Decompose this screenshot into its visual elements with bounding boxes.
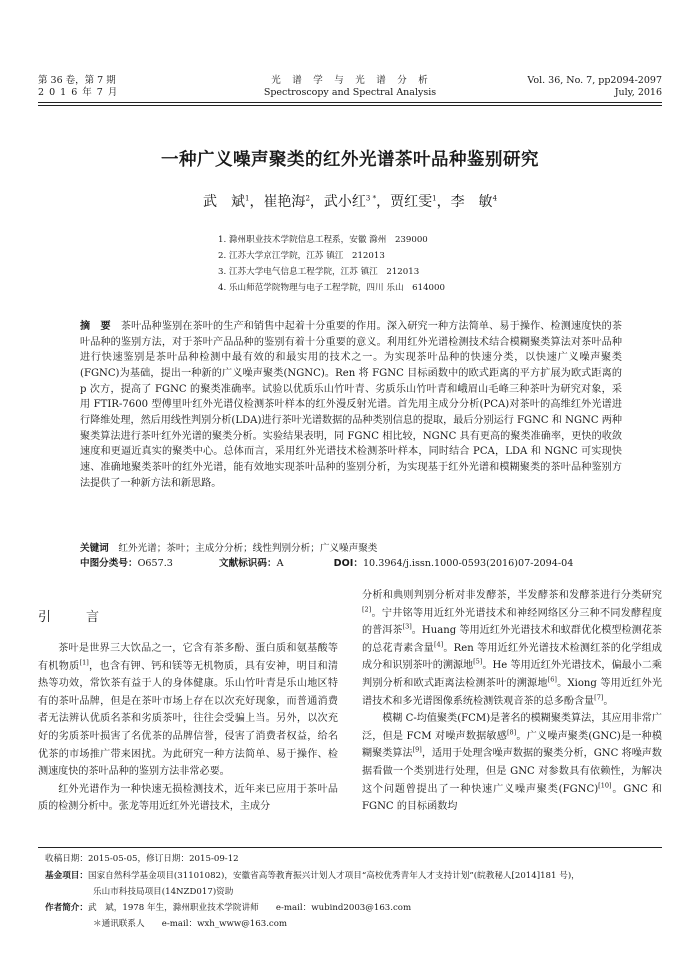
classification-label: 中图分类号： — [80, 558, 138, 569]
date-info-cn: 2 0 1 6 年 7 月 — [38, 87, 119, 98]
affiliation: 1. 滁州职业技术学院信息工程系，安徽 滁州 239000 — [218, 235, 428, 245]
abstract-text: 茶叶品种鉴别在茶叶的生产和销售中起着十分重要的作用。深入研究一种方法简单、易于操作、检测速度快的茶叶品种的鉴别方法，对于茶叶产品品种的鉴别有着十分重要的意义。利用红外光谱检测技术结合模糊聚类算法对茶叶品种进行快速鉴别是茶叶品种检测中最有效的和最实用的技术之一。为实现茶叶品种的快速分类，以快速广义噪声聚类(FGNC)为基础，提出一种新的广义噪声聚类(NGNC)。Ren 将 FGNC 目标函数中的欧式距离的平方扩展为欧式距离的 p 次方，提高了 FGNC 的聚类准确率。试验以优质乐山竹叶青、劣质乐山竹叶青和峨眉山毛峰三种茶叶为研究对象，采用 FTIR-7600 型傅里叶红外光谱仪检测茶叶样本的红外漫反射光谱。首先用主成分分析(PCA)对茶叶的高维红外光谱进行降维处理，然后用线性判别分析(LDA)进行茶叶光谱数据的品种类别信息的提取，最后分别运行 FGNC 和 NGNC 两种聚类算法进行茶叶红外光谱的聚类分析。实验结果表明，同 FGNC 相比较，NGNC 具有更高的聚类准确率，更快的收敛速度和更逼近真实的聚类中心。总体而言，采用红外光谱技术检测茶叶样本，同时结合 PCA，LDA 和 NGNC 可实现快速、准确地聚类茶叶的红外光谱，能有效地实现茶叶品种的鉴别分析，为实现基于红外光谱和模糊聚类的茶叶品种鉴别方法提供了一种新方法和新思路。 — [80, 321, 623, 489]
author-affiliation-mark: 3 * — [365, 194, 377, 203]
citation: [5] — [473, 658, 483, 667]
citation: [4] — [433, 640, 444, 649]
citation: [1] — [79, 658, 89, 667]
left-column — [38, 640, 338, 816]
author-name: 李 敏 — [450, 194, 493, 210]
citation: [2] — [362, 605, 372, 614]
citation: [9] — [412, 745, 422, 754]
volume-info-en: Vol. 36, No. 7, pp2094-2097 — [527, 75, 662, 86]
volume-info-cn: 第 36 卷，第 7 期 — [38, 75, 116, 86]
citation: [6] — [547, 675, 557, 684]
citation: [8] — [506, 728, 517, 737]
corresponding-author: ＊通讯联系人 e-mail：wxh_www@163.com — [93, 919, 288, 929]
paper-title: 一种广义噪声聚类的红外光谱茶叶品种鉴别研究 — [161, 150, 539, 170]
doi-value: 10.3964/j.issn.1000-0593(2016)07-2094-04 — [362, 558, 574, 569]
affiliations — [218, 232, 445, 296]
header-rule-thin — [38, 105, 662, 106]
header-rule — [38, 102, 662, 103]
section-heading: 引 言 — [38, 610, 111, 625]
citation: [10] — [598, 781, 612, 790]
journal-name-en: Spectroscopy and Spectral Analysis — [263, 87, 437, 98]
right-column — [362, 587, 662, 816]
paragraph: 模糊 C-均值聚类(FCM)是著名的模糊聚类算法，其应用非常广泛，但是 FCM 对噪声数据敏感[8]。广义噪声聚类(GNC)是一种模糊聚类算法[9]，适用于处理含噪声数据的聚类分析，GNC 将噪声数据看做一个类别进行处理，但是 GNC 对参数具有依赖性，为解决这个问题曾提出了一种快速广义噪声聚类(FGNC)[10]。GNC 和 FGNC 的目标函数均 — [362, 713, 663, 813]
fund-label: 基金项目： — [45, 871, 88, 881]
author-list: 武 斌$^1$，崔艳海$^2$，武小红$^{3 *}$，贾红雯$^1$，李 敏$^4$ — [202, 194, 498, 210]
affiliation: 3. 江苏大学电气信息工程学院，江苏 镇江 212013 — [218, 267, 420, 277]
doc-code-label: 文献标识码： — [219, 558, 277, 569]
fund-info-cont: 乐山市科技局项目(14NZD017)资助 — [93, 887, 234, 897]
doc-code-value: A — [276, 558, 284, 569]
author-affiliation-mark: 1 — [244, 194, 250, 203]
author-name: 贾红雯 — [390, 194, 433, 210]
fund-text: 国家自然科学基金项目(31101082)，安徽省高等教育振兴计划人才项目“高校优秀青年人才支持计划”(皖教秘人[2014]181 号)， — [87, 871, 580, 881]
author-name: 武小红 — [323, 194, 366, 210]
abstract-label: 摘 要 — [80, 321, 111, 332]
author-affiliation-mark: 2 — [305, 194, 310, 203]
received-date: 收稿日期：2015-05-05，修订日期：2015-09-12 — [45, 854, 239, 864]
footnote-rule — [38, 847, 662, 848]
author-name: 武 斌 — [202, 194, 245, 210]
paragraph: 茶叶是世界三大饮品之一，它含有茶多酚、蛋白质和氨基酸等有机物质[1]，也含有钾、钙和镁等无机物质，具有安神，明目和清热等功效，常饮茶有益于人的身体健康。乐山竹叶青是乐山地区特有的茶叶品牌，但是在茶叶市场上存在以次充好现象，而普通消费者无法辨认优质名茶和劣质茶叶，往往会受骗上当。另外，以次充好的劣质茶叶损害了名优茶的品牌信誉，侵害了消费者权益，给名优茶的市场推广带来困扰。为此研究一种方法简单、易于操作、检测速度快的茶叶品种的鉴别方法非常必要。 — [38, 643, 339, 778]
author-bio — [45, 901, 411, 916]
doi-label: DOI： — [333, 558, 363, 569]
affiliation: 4. 乐山师范学院物理与电子工程学院，四川 乐山 614000 — [218, 283, 445, 293]
fund-info — [45, 869, 580, 884]
author-bio-label: 作者简介： — [45, 903, 88, 913]
keywords-text: 红外光谱；茶叶；主成分分析；线性判别分析；广义噪声聚类 — [118, 543, 378, 554]
abstract — [80, 319, 622, 491]
author-affiliation-mark: 1 — [432, 194, 437, 203]
classification-value: O657.3 — [137, 558, 173, 569]
author-name: 崔艳海 — [263, 194, 306, 210]
citation: [3] — [402, 622, 412, 631]
affiliation: 2. 江苏大学京江学院，江苏 镇江 212013 — [218, 251, 385, 261]
journal-name-cn: 光 谱 学 与 光 谱 分 析 — [271, 75, 429, 86]
date-info-en: July, 2016 — [614, 87, 662, 98]
author-affiliation-mark: 4 — [492, 194, 498, 203]
author-bio-text: 武 斌，1978 年生，滁州职业技术学院讲师 e-mail：wubind2003@163.com — [87, 903, 412, 913]
paragraph: 分析和典则判别分析对非发酵茶，半发酵茶和发酵茶进行分类研究[2]。宁井铭等用近红外光谱技术和神经网络区分三种不同发酵程度的普洱茶[3]。Huang 等用近红外光谱技术和蚁群优化模型检测花茶的总花青素含量[4]。Ren 等用近红外光谱技术检测红茶的化学组成成分和识别茶叶的溯源地[5]。He 等用近红外光谱技术，偏最小二乘判别分析和欧式距离法检测茶叶的溯源地[6]。Xiong 等用近红外光谱技术和多光谱图像系统检测铁观音茶的总多酚含量[7]。 — [362, 590, 663, 707]
keywords-block — [80, 541, 640, 571]
citation: [7] — [594, 693, 604, 702]
paragraph: 红外光谱作为一种快速无损检测技术，近年来已应用于茶叶品质的检测分析中。张龙等用近红外光谱技术，主成分 — [38, 783, 338, 813]
keywords-label: 关键词 — [80, 543, 109, 554]
